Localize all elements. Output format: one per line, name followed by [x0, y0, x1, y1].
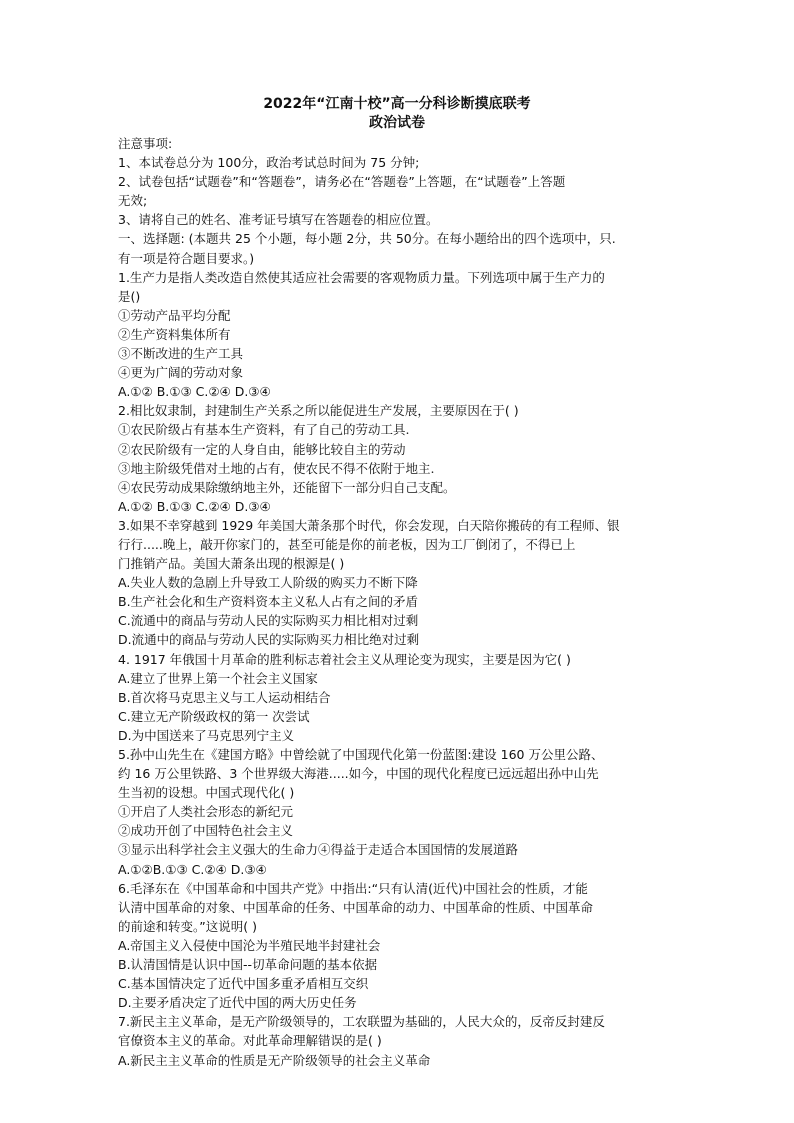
text-line: 4. 1917 年俄国十月革命的胜利标志着社会主义从理论变为现实，主要是因为它( ): [118, 651, 571, 667]
text-line: ④更为广阔的劳动对象: [118, 365, 244, 381]
exam-title: 2022年“江南十校”高一分科诊断摸底联考: [263, 96, 531, 112]
text-line: ②成功开创了中国特色社会主义: [118, 823, 294, 839]
text-line: 认清中国革命的对象、中国革命的任务、中国革命的动力、中国革命的性质、中国革命: [118, 899, 594, 915]
text-line: A.帝国主义入侵使中国沦为半殖民地半封建社会: [118, 937, 381, 953]
text-line: ②生产资料集体所有: [118, 326, 231, 342]
text-line: A.①②B.①③ C.②④ D.③④: [118, 861, 267, 877]
text-line: 7.新民主主义革命，是无产阶级领导的，工农联盟为基础的，人民大众的，反帝反封建反: [118, 1014, 605, 1030]
text-line: ②农民阶级有一定的人身自由，能够比较自主的劳动: [118, 441, 406, 457]
text-line: B.生产社会化和生产资料资本主义私人占有之间的矛盾: [118, 594, 419, 610]
text-line: 5.孙中山先生在《建国方略》中曾绘就了中国现代化第一份蓝图:建设 160 万公里公路、: [118, 747, 604, 762]
text-line: ③显示出科学社会主义强大的生命力④得益于走适合本国国情的发展道路: [118, 842, 519, 858]
text-line: ①农民阶级占有基本生产资料，有了自己的劳动工具.: [118, 422, 410, 438]
text-line: 行行.....晚上，敲开你家门的，甚至可能是你的前老板，因为工厂倒闭了，不得已上: [118, 536, 576, 552]
text-line: ③地主阶级凭借对土地的占有，使农民不得不依附于地主.: [118, 460, 435, 476]
exam-subtitle: 政治试卷: [369, 115, 425, 131]
text-line: A.失业人数的急剧上升导致工人阶级的购买力不断下降: [118, 575, 418, 591]
exam-content: [118, 134, 678, 1070]
text-line: 官僚资本主义的革命。对此革命理解错误的是( ): [118, 1033, 382, 1049]
text-line: 是(): [118, 288, 141, 304]
text-line: 3、请将自己的姓名、准考证号填写在答题卷的相应位置。: [118, 212, 439, 228]
text-line: ①开启了人类社会形态的新纪元: [118, 804, 294, 820]
text-line: 无效;: [118, 193, 148, 209]
text-line: C.流通中的商品与劳动人民的实际购买力相比相对过剩: [118, 613, 419, 629]
text-line: 约 16 万公里铁路、3 个世界级大海港.....如今，中国的现代化程度已远远超出孙中山先: [118, 766, 599, 782]
text-line: 1.生产力是指人类改造自然使其适应社会需要的客观物质力量。下列选项中属于生产力的: [118, 269, 605, 285]
text-line: 2、试卷包括“试题卷”和“答题卷”，请务必在“答题卷”上答题，在“试题卷”上答题: [118, 174, 566, 190]
text-line: 的前途和转变。”这说明( ): [118, 918, 257, 934]
text-line: 3.如果不幸穿越到 1929 年美国大萧条那个时代，你会发现，白天陪你搬砖的有工程师、银: [118, 517, 620, 533]
text-line: A.①② B.①③ C.②④ D.③④: [118, 384, 271, 400]
text-line: B.认清国情是认识中国--切革命问题的基本依据: [118, 957, 378, 973]
text-line: A.新民主主义革命的性质是无产阶级领导的社会主义革命: [118, 1052, 431, 1068]
text-line: 生当初的设想。中国式现代化( ): [118, 785, 295, 801]
text-line: 2.相比奴隶制，封建制生产关系之所以能促进生产发展，主要原因在于( ): [118, 403, 519, 419]
text-line: D.流通中的商品与劳动人民的实际购买力相比绝对过剩: [118, 632, 420, 648]
text-line: 门推销产品。美国大萧条出现的根源是( ): [118, 556, 345, 572]
text-line: B.首次将马克思主义与工人运动相结合: [118, 689, 331, 705]
text-line: 有一项是符合题目要求。): [118, 250, 255, 266]
text-line: C.基本国情决定了近代中国多重矛盾相互交织: [118, 976, 369, 992]
text-line: 6.毛泽东在《中国革命和中国共产党》中指出:“只有认清(近代)中国社会的性质，才能: [118, 880, 588, 896]
text-line: A.①② B.①③ C.②④ D.③④: [118, 498, 271, 514]
text-line: A.建立了世界上第一个社会主义国家: [118, 670, 318, 686]
text-line: D.为中国送来了马克思列宁主义: [118, 727, 295, 743]
text-line: 一、选择题: (本题共 25 个小题，每小题 2分，共 50分。在每小题给出的四个选项中，只.: [118, 231, 616, 247]
text-line: 注意事项:: [118, 136, 173, 151]
text-line: C.建立无产阶级政权的第一 次尝试: [118, 708, 310, 724]
text-line: ①劳动产品平均分配: [118, 307, 231, 323]
text-line: ④农民劳动成果除缴纳地主外，还能留下一部分归自己支配。: [118, 479, 456, 495]
text-line: ③不断改进的生产工具: [118, 346, 244, 362]
text-line: 1、本试卷总分为 100分，政治考试总时间为 75 分钟;: [118, 155, 420, 171]
text-line: D.主要矛盾决定了近代中国的两大历史任务: [118, 995, 357, 1011]
